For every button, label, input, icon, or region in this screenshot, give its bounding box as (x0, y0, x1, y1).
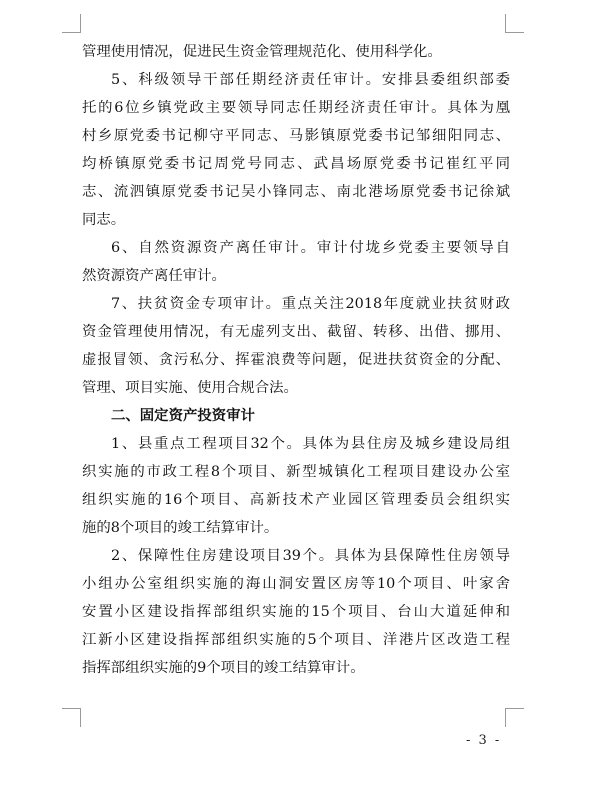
page-number: - 3 - (466, 733, 502, 748)
text-line: 组织实施的16个项目、高新技术产业园区管理委员会组织实 (82, 492, 510, 508)
paragraph-intro (82, 38, 510, 66)
text-line: 织实施的市政工程8个项目、新型城镇化工程项目建设办公室 (82, 464, 510, 480)
text-line: 指挥部组织实施的9个项目的竣工结算审计。 (82, 660, 365, 676)
section-heading (82, 402, 510, 430)
text-line: 志、流泗镇原党委书记吴小锋同志、南北港场原党委书记徐斌 (82, 184, 510, 200)
text-line: 5、科级领导干部任期经济责任审计。安排县委组织部委 (111, 72, 510, 88)
crop-mark-top-right (505, 14, 524, 33)
text-line: 7、扶贫资金专项审计。重点关注2018年度就业扶贫财政 (111, 296, 510, 312)
paragraph-5 (82, 66, 510, 234)
text-line: 1、县重点工程项目32个。具体为县住房及城乡建设局组 (111, 436, 510, 452)
document-body (82, 38, 510, 682)
text-line: 然资源资产离任审计。 (82, 268, 226, 284)
section2-paragraph-1 (82, 430, 510, 542)
crop-mark-top-left (62, 14, 81, 33)
paragraph-7 (82, 290, 510, 402)
text-line: 小组办公室组织实施的海山洞安置区房等10个项目、叶家舍 (82, 576, 510, 592)
text-line: 托的6位乡镇党政主要领导同志任期经济责任审计。具体为凰 (82, 100, 510, 116)
section2-paragraph-2 (82, 542, 510, 682)
paragraph-6 (82, 234, 510, 290)
text-line: 江新小区建设指挥部组织实施的5个项目、洋港片区改造工程 (82, 632, 510, 648)
section-title: 二、固定资产投资审计 (111, 408, 255, 424)
text-line: 6、自然资源资产离任审计。审计付垅乡党委主要领导自 (111, 240, 510, 256)
text-line: 资金管理使用情况，有无虚列支出、截留、转移、出借、挪用、 (82, 324, 510, 340)
text-line: 管理、项目实施、使用合规合法。 (82, 380, 298, 396)
crop-mark-bottom-right (505, 708, 524, 727)
text-line: 同志。 (82, 212, 126, 228)
crop-mark-bottom-left (62, 708, 81, 727)
text-line: 2、保障性住房建设项目39个。具体为县保障性住房领导 (111, 548, 510, 564)
text-line: 村乡原党委书记柳守平同志、马影镇原党委书记邹细阳同志、 (82, 128, 510, 144)
text-line: 管理使用情况，促进民生资金管理规范化、使用科学化。 (82, 44, 442, 60)
text-line: 虚报冒领、贪污私分、挥霍浪费等问题，促进扶贫资金的分配、 (82, 352, 510, 368)
text-line: 均桥镇原党委书记周党号同志、武昌场原党委书记崔红平同 (82, 156, 510, 172)
text-line: 安置小区建设指挥部组织实施的15个项目、台山大道延伸和 (82, 604, 510, 620)
text-line: 施的8个项目的竣工结算审计。 (82, 520, 279, 536)
